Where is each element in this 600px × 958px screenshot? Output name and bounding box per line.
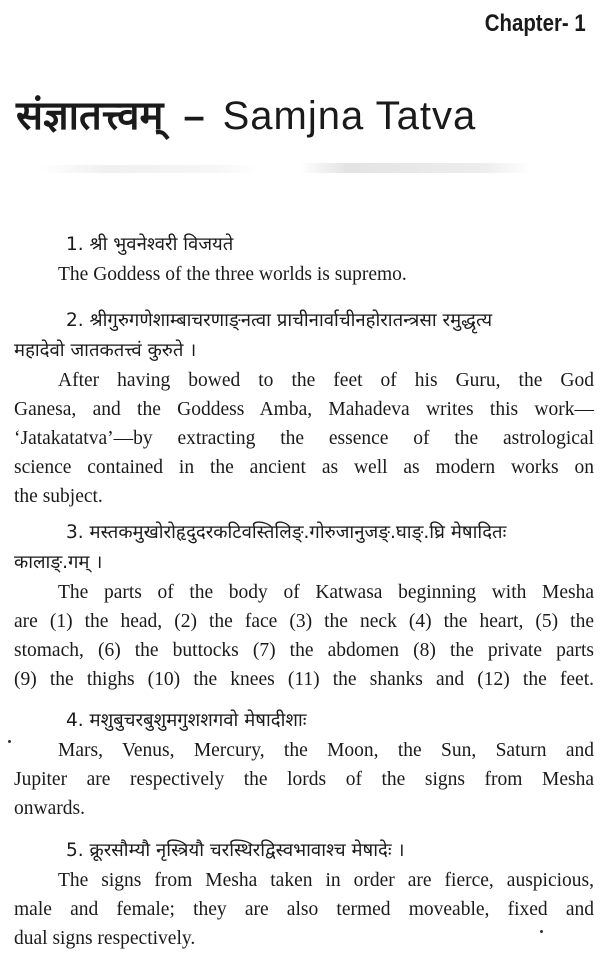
verse-3-translation-line: stomach, (6) the buttocks (7) the abdomen (8) the private parts	[14, 640, 594, 661]
verse-5-translation-line: The signs from Mesha taken in order are fierce, auspicious,	[58, 870, 594, 891]
verse-3	[14, 518, 594, 694]
verse-4-sanskrit: 4. मशुबुचरबुशुमगुशशगवो मेषादीशाः	[66, 710, 307, 731]
verse-5-translation-line: male and female; they are also termed moveable, fixed and	[14, 899, 594, 920]
print-smudge	[300, 163, 530, 173]
verse-5-translation-line: dual signs respectively.	[14, 928, 196, 949]
verse-2-translation-line: ‘Jatakatatva’—by extracting the essence of the astrological	[14, 428, 594, 449]
verse-4-translation-line: onwards.	[14, 798, 85, 819]
verse-2	[14, 306, 594, 511]
verse-1-translation: The Goddess of the three worlds is supremo.	[58, 264, 407, 285]
verse-2-translation-line: the subject.	[14, 486, 103, 507]
verse-2-translation-line: Ganesa, and the Goddess Amba, Mahadeva writes this work—	[14, 399, 594, 420]
verse-5	[14, 836, 594, 953]
verse-3-sanskrit-line: कालाङ्.गम् ।	[14, 552, 103, 573]
title-sanskrit: संज्ञातत्त्वम्	[16, 93, 164, 139]
verse-3-translation-line: are (1) the head, (2) the face (3) the neck (4) the heart, (5) the	[14, 611, 594, 632]
verse-4-translation-line: Jupiter are respectively the lords of the signs from Mesha	[14, 769, 594, 790]
verse-2-translation-line: After having bowed to the feet of his Guru, the God	[58, 370, 594, 391]
chapter-heading: Chapter- 1	[485, 10, 586, 37]
scan-speck	[8, 740, 11, 743]
title-english: Samjna Tatva	[222, 94, 477, 138]
scan-speck	[540, 930, 543, 933]
verse-5-sanskrit: 5. क्रूरसौम्यौ नृस्त्रियौ चरस्थिरद्विस्वभावाश्च मेषादेः ।	[66, 840, 405, 861]
verse-3-translation-line: The parts of the body of Katwasa beginning with Mesha	[58, 582, 594, 603]
print-smudge	[40, 165, 260, 173]
verse-1	[14, 230, 594, 289]
verse-2-translation-line: science contained in the ancient as well as modern works on	[14, 457, 594, 478]
chapter-title	[16, 86, 476, 141]
title-dash: –	[183, 96, 205, 138]
verse-1-sanskrit: 1. श्री भुवनेश्वरी विजयते	[66, 234, 234, 255]
verse-4	[14, 706, 594, 823]
verse-2-sanskrit-line: महादेवो जातकतत्त्वं कुरुते ।	[14, 340, 197, 361]
verse-3-translation-line: (9) the thighs (10) the knees (11) the shanks and (12) the feet.	[14, 669, 594, 690]
verse-4-translation-line: Mars, Venus, Mercury, the Moon, the Sun, Saturn and	[58, 740, 594, 761]
verse-3-sanskrit-line: 3. मस्तकमुखोरोहृदुदरकटिवस्तिलिङ्.गोरुजानुजङ्.घाङ्.घ्रि मेषादितः	[66, 522, 507, 543]
verse-2-sanskrit-line: 2. श्रीगुरुगणेशाम्बाचरणाङ्नत्वा प्राचीनार्वाचीनहोरातन्त्रसा रमुद्धृत्य	[66, 310, 493, 331]
